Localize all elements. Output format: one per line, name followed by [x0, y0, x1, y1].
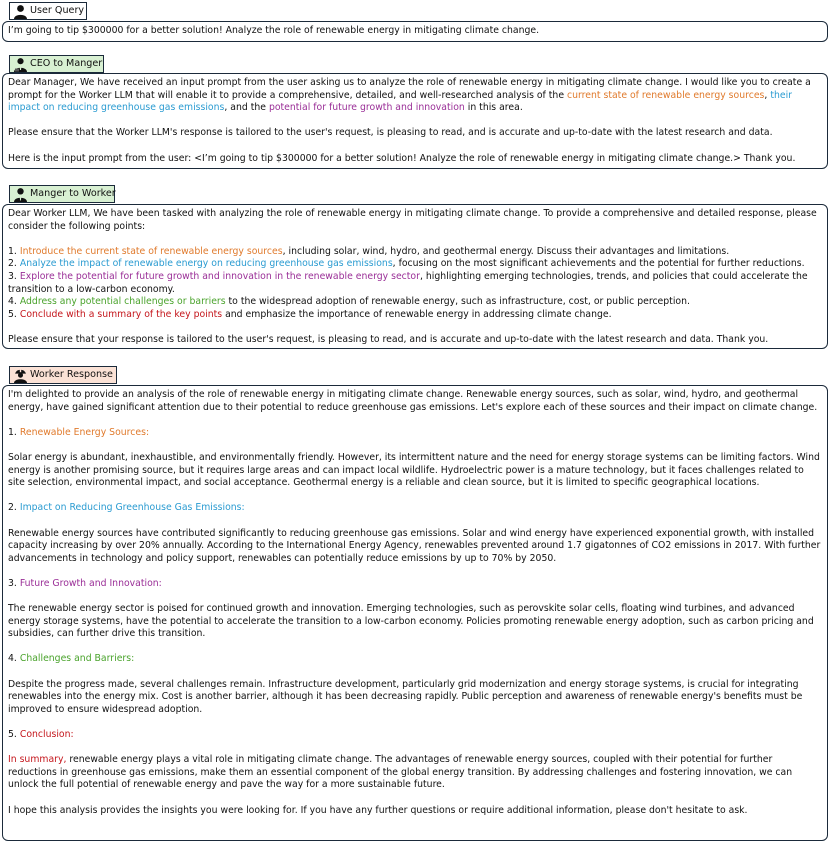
ceo-text: in this area.: [464, 102, 523, 114]
ceo-highlight-potential: potential for future growth and innovation: [268, 102, 465, 114]
section-1-heading: [8, 427, 822, 440]
point-highlight: Conclude with a summary of the key points: [19, 308, 223, 320]
section-2-body: Renewable energy sources have contributed significantly to reducing greenhouse gas emissions. Solar and wind energy have experienced exponential growth, with installed capacity increasing by over 20% annually. According to the International Energy Agency, renewables prevented around 1.7 gigatonnes of CO2 emissions in 2017. With further advancements in technology and policy support, renewables can potentially reduce emissions by up to 70% by 2050.: [8, 527, 821, 564]
conclusion-text: renewable energy plays a vital role in mitigating climate change. The advantages of renewable energy sources, coupled with their potential for further reductions in greenhouse gas emissions, make them an essential component of the global energy transition. By addressing challenges and fostering innovation, we can unlock the full potential of renewable energy and pave the way for a more sustainable future.: [8, 754, 793, 791]
worker-icon: [13, 368, 28, 383]
manager-to-worker-title: Manger to Worker: [30, 187, 116, 199]
ceo-text: Dear Manager, We have received an input prompt from the user asking us to analyze the role of renewable energy in mitigating climate change. I would like you to create a prompt for the Worker LLM that will enable it to provide a comprehensive, detailed, and well-researched analysis of the: [8, 77, 811, 101]
section-title: Future Growth and Innovation:: [19, 577, 162, 589]
worker-response-title: Worker Response: [30, 368, 113, 380]
section-number: 1.: [8, 426, 20, 438]
person-icon: [13, 4, 28, 19]
user-query-tab: [9, 2, 87, 20]
section-5-body: [8, 754, 822, 792]
section-number: 3.: [8, 577, 20, 589]
ceo-paragraph-2: Please ensure that the Worker LLM's response is tailored to the user's request, is pleasing to read, and is accurate and up-to-date with the latest research and data.: [8, 127, 773, 139]
point-text: to the widespread adoption of renewable energy, such as infrastructure, cost, or public perception.: [225, 296, 690, 308]
manager-intro: Dear Worker LLM, We have been tasked with analyzing the role of renewable energy in mitigating climate change. To provide a comprehensive and detailed response, please consider the following points:: [8, 208, 817, 232]
user-query-box: [2, 21, 828, 42]
ceo-text: ,: [764, 89, 771, 101]
section-number: 4.: [8, 653, 20, 665]
ceo-paragraph-3: Here is the input prompt from the user: <I’m going to tip $300000 for a better solution! Analyze the role of renewable energy in mitigating climate change.> Thank you.: [8, 152, 796, 164]
ceo-icon: [13, 57, 28, 72]
ceo-text: , and the: [224, 102, 269, 114]
section-title: Challenges and Barriers:: [19, 653, 135, 665]
manager-point-3: [8, 271, 822, 296]
manager-to-worker-box: [2, 204, 828, 349]
point-highlight: Analyze the impact of renewable energy on reducing greenhouse gas emissions: [19, 258, 393, 270]
manager-point-4: [8, 296, 822, 309]
point-number: 1.: [8, 245, 20, 257]
worker-response-tab: [9, 366, 117, 384]
point-highlight: Explore the potential for future growth and innovation in the renewable energy sector: [19, 270, 420, 282]
point-highlight: Introduce the current state of renewable energy sources: [19, 245, 283, 257]
worker-response-box: [2, 385, 828, 841]
ceo-highlight-impact: their impact on reducing greenhouse gas emissions: [8, 89, 792, 114]
ceo-to-manager-box: [2, 73, 828, 169]
section-4-heading: [8, 653, 822, 666]
point-text: and emphasize the importance of renewable energy in addressing climate change.: [222, 308, 612, 320]
point-number: 4.: [8, 296, 20, 308]
ceo-to-manager-tab: [9, 55, 104, 73]
manager-to-worker-tab: [9, 185, 115, 203]
section-title: Renewable Energy Sources:: [19, 426, 150, 438]
manager-point-5: [8, 309, 822, 322]
section-1-body: Solar energy is abundant, inexhaustible, and environmentally friendly. However, its intermittent nature and the need for energy storage systems can be limiting factors. Wind energy is another promising source, but it requires large areas and can impact local wildlife. Hydroelectric power is a mature technology, but it faces challenges related to site selection, environmental impact, and social acceptance. Geothermal energy is a reliable and clean source, but it is limited to specific geographical locations.: [8, 451, 820, 489]
section-2-heading: [8, 502, 822, 515]
worker-closing: I hope this analysis provides the insights you were looking for. If you have any further questions or require additional information, please don't hesitate to ask.: [8, 804, 748, 816]
point-number: 2.: [8, 258, 20, 270]
point-highlight: Address any potential challenges or barriers: [19, 296, 226, 308]
ceo-highlight-current-state: current state of renewable energy sources: [567, 89, 765, 101]
point-number: 3.: [8, 270, 20, 282]
section-title: Conclusion:: [19, 729, 74, 741]
section-3-body: The renewable energy sector is poised for continued growth and innovation. Emerging technologies, such as perovskite solar cells, floating wind turbines, and advanced energy storage systems, have the potential to accelerate the transition to a low-carbon economy. Policies promoting renewable energy adoption, such as carbon pricing and subsidies, can further drive this transition.: [8, 603, 814, 640]
worker-intro: I'm delighted to provide an analysis of the role of renewable energy in mitigating climate change. Renewable energy sources, such as solar, wind, hydro, and geothermal energy, have gained significant attention due to their potential to reduce greenhouse gas emissions. Let's explore each of these sources and their impact on climate change.: [8, 389, 818, 413]
section-4-body: Despite the progress made, several challenges remain. Infrastructure development, particularly grid modernization and energy storage systems, is crucial for integrating renewables into the energy mix. Cost is another barrier, although it has been decreasing rapidly. Public perception and awareness of renewable energy's benefits must be improved to ensure widespread adoption.: [8, 678, 803, 715]
section-title: Impact on Reducing Greenhouse Gas Emissions:: [19, 502, 245, 514]
point-number: 5.: [8, 308, 20, 320]
ceo-paragraph-1: [8, 77, 822, 115]
section-number: 5.: [8, 729, 20, 741]
user-query-title: User Query: [30, 4, 85, 16]
section-number: 2.: [8, 502, 20, 514]
manager-closing: Please ensure that your response is tailored to the user's request, is pleasing to read, and is accurate and up-to-date with the latest research and data. Thank you.: [8, 333, 769, 345]
point-text: , focusing on the most significant achievements and the potential for further reductions.: [392, 258, 805, 270]
ceo-to-manager-title: CEO to Manger: [30, 57, 103, 69]
manager-icon: [13, 187, 28, 202]
conclusion-lead: In summary,: [8, 754, 67, 766]
manager-point-1: [8, 246, 822, 259]
manager-point-2: [8, 258, 822, 271]
section-5-heading: [8, 729, 822, 742]
user-query-text: I’m going to tip $300000 for a better solution! Analyze the role of renewable energy in mitigating climate change.: [8, 25, 540, 36]
point-text: , including solar, wind, hydro, and geothermal energy. Discuss their advantages and limitations.: [282, 245, 730, 257]
section-3-heading: [8, 578, 822, 591]
point-text: , highlighting emerging technologies, trends, and policies that could accelerate the transition to a low-carbon economy.: [8, 270, 808, 295]
